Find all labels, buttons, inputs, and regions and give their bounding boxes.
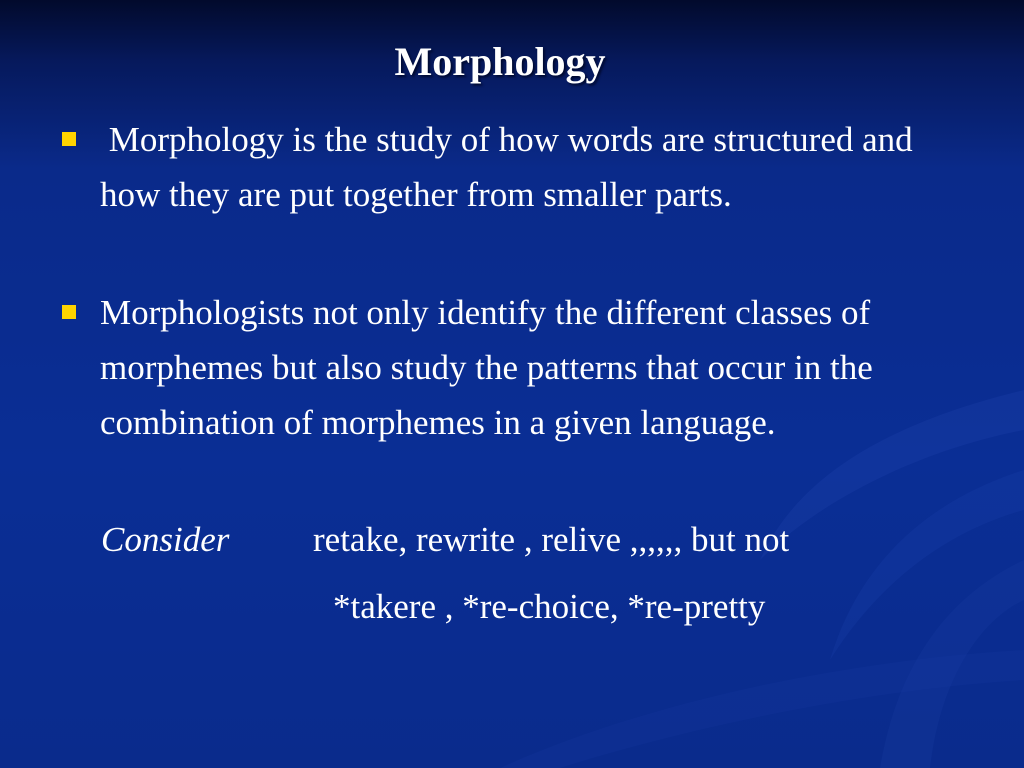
square-bullet-icon bbox=[62, 305, 76, 319]
square-bullet-icon bbox=[62, 132, 76, 146]
bad-examples: *takere , *re-choice, *re-pretty bbox=[333, 587, 766, 626]
consider-examples: retake, rewrite , relive ,,,,,, but not bbox=[313, 520, 790, 559]
slide-title: Morphology bbox=[394, 39, 606, 84]
bullet-text: Morphology is the study of how words are structured and how they are put together from smaller parts. bbox=[100, 120, 922, 214]
consider-label: Consider bbox=[101, 520, 230, 559]
consider-line bbox=[101, 512, 789, 567]
bullet-text: Morphologists not only identify the different classes of morphemes but also study the patterns that occur in the combination of morphemes in a given language. bbox=[100, 293, 873, 442]
